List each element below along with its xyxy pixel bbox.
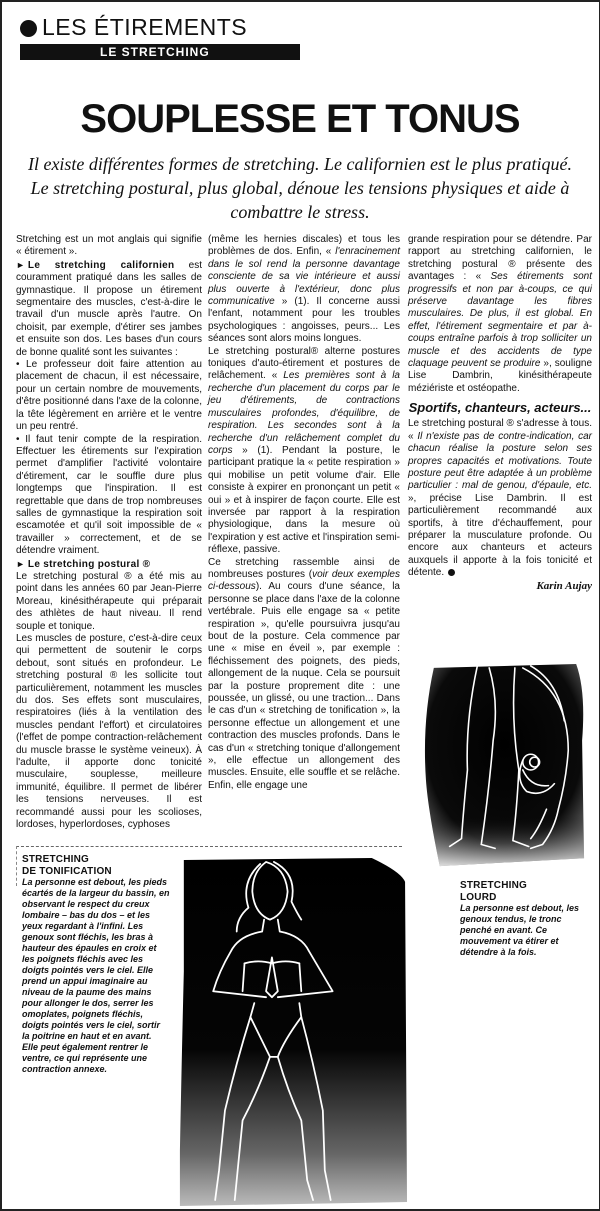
article-column-1 bbox=[16, 234, 202, 832]
paragraph bbox=[208, 234, 400, 346]
bullet-item: • Il faut tenir compte de la respiration. Effectuer les étirements sur l'expiration permet d'amplifier l'activité volontaire d'étirement, car le souffle dure plus longtemps que l'inspiration. Il est regrettable que dans de trop nombreuses salles de gymnastique la respiration soit escamotée et qu'il soit impossible de « travailler » correctement, et de se détendre vraiment. bbox=[16, 433, 202, 557]
section-rubric bbox=[20, 12, 300, 60]
paragraph-text: est couramment pratiqué dans les salles de gymnastique. Il propose un étirement segmentaire des muscles, c'est-à-dire le travail d'un muscle après l'autre. On choisit, par exemple, d'étirer ses jambes et ensuite son dos. Les bases d'un cours de bonne qualité sont les suivantes : bbox=[16, 259, 202, 358]
paragraph bbox=[16, 259, 202, 359]
caption-stretching-lourd bbox=[460, 880, 592, 958]
paragraph bbox=[208, 557, 400, 793]
ink-fade bbox=[425, 664, 584, 866]
paragraph bbox=[408, 234, 592, 395]
ink-background bbox=[180, 858, 407, 1206]
text: Ce stretching rassemble ainsi de nombreuses postures ( bbox=[208, 556, 400, 580]
caption-body: La personne est debout, les pieds écartés de la largeur du bassin, en observant le respect du creux lombaire – bas du dos – et les yeux regardant à l'infini. Les genoux sont fléchis, les bras à hauteur des épaules en croix et les poignets fléchis avec les doigts pointés vers le ciel. Elle prend un appui imaginaire au niveau de la paume des mains pour allonger le dos, serrer les omoplates, poignets fléchis, doigts pointés vers le ciel, sortir la poitrine en haut et en avant. Elle peut également rentrer le ventre, ce qui représente une contraction annexe. bbox=[22, 877, 170, 1074]
paragraph bbox=[208, 346, 400, 557]
text: ). Au cours d'une séance, la personne se place dans l'axe de la colonne vertébrale. Puis elle engage sa « petite respiration », qu'elle poursuivra jusqu'au bout de la posture. Cela commence par une « mise en éveil », par exemple : fléchissement des poignets, des pieds, allongement de la nuque. Cela se poursuit par la posture proprement dite : une poussée, un glissé, ou une traction... Dans le cas d'un « stretching de tonification », la personne effectue un allongement et une contraction des muscles profonds. Dans le cas d'un « stretching tonique d'allongement », elle effectue un allongement des muscles. Ensuite, elle souffle et se relâche. Enfin, elle engage une bbox=[208, 581, 400, 791]
paragraph bbox=[408, 418, 592, 579]
caption-title: STRETCHING bbox=[460, 880, 527, 891]
quote: Ses étirements sont progressifs et non par à-coups, ce qui préserve davantage les fibres musculaires. De plus, il est global. En effet, l'étirement segmentaire et par à-coups entraîne parfois à trop solliciter un muscle et des accidents de type claquage peuvent se produire bbox=[408, 271, 593, 370]
arrow-right-icon: ► bbox=[16, 259, 25, 270]
text: » (1). Pendant la posture, le participant pratique la « petite respiration » qui mobilise un petit volume d'air. Elle consiste à expirer en prononçant un petit « oui » et à inspirer de façon courte. Elle est inversée par rapport à la respiration physiologique, dans la mesure où l'expiration y est active et l'inspiration semi-réflexe, passive. bbox=[208, 444, 400, 556]
section-lead-in: Le stretching californien bbox=[27, 259, 175, 271]
caption-body: La personne est debout, les genoux tendus, le tronc penché en avant. Ce mouvement va étirer et détendre à la fois. bbox=[460, 903, 580, 957]
illustration-stretching-tonification bbox=[176, 852, 408, 1206]
section-heading bbox=[16, 558, 202, 571]
text: (même les hernies discales) et tous les problèmes de dos. Enfin, « bbox=[208, 234, 400, 258]
caption-stretching-tonification bbox=[22, 854, 170, 1075]
quote: Les premières sont à la recherche d'un placement du corps par le jeu d'étirements, de contractions musculaires profondes, d'équilibre, de respiration. Les secondes sont à la recherche d'un relâchement complet du corps bbox=[208, 370, 400, 456]
text: grande respiration pour se détendre. Par rapport au stretching californien, le stretching postural ® présente des avantages : « bbox=[408, 234, 592, 283]
illustration-stretching-lourd bbox=[420, 662, 590, 870]
text: » (1). Il concerne aussi l'enfant, notamment pour les troubles psychologiques : angoisses, peurs... Les séances sont alors moins longues. bbox=[208, 296, 400, 345]
bullet-item: • Le professeur doit faire attention au placement de chacun, il est nécessaire, pour un certain nombre de mouvements, d'être positionné dans l'axe de la colonne, la tête légèrement en arrière et le ventre un peu rentré. bbox=[16, 359, 202, 433]
rubric-title: LES ÉTIREMENTS bbox=[42, 13, 248, 40]
arrow-right-icon: ► bbox=[16, 558, 25, 569]
bullet-dot-icon bbox=[20, 20, 37, 37]
paragraph: Les muscles de posture, c'est-à-dire ceux qui permettent de soutenir le corps debout, sont situés en profondeur. Le stretching postural ® les sollicite tout particulièrement, notamment les muscles du dos. Ses effets sont musculaires, respiratoires (liés à la ventilation des muscles pendant l'effort) et circulatoires (l'effet de pompe contraction-relâchement du muscle brasse le système veineux). À l'adulte, il apporte donc tonicité musculaire, souplesse, meilleure immunité, équilibre. Il permet de libérer les tensions nerveuses. Il est recommandé aussi pour les scolioses, lordoses, hyperlordoses, cyphoses bbox=[16, 633, 202, 831]
section-heading-text: Le stretching postural ® bbox=[27, 558, 151, 570]
text: Le stretching postural® alterne postures toniques d'auto-étirement et postures de relâchement. « bbox=[208, 345, 400, 382]
caption-title: LOURD bbox=[460, 891, 497, 903]
quote: l'enracinement dans le sol rend la personne davantage consciente de sa vie intérieure et aussi plus ouverte à l'extérieur, donc plus communicative bbox=[208, 246, 400, 308]
rubric-title-line bbox=[20, 12, 300, 42]
text: », souligne Lise Dambrin, kinésithérapeute méziériste et ostéopathe. bbox=[408, 358, 593, 394]
divider-line bbox=[16, 846, 17, 886]
text: », précise Lise Dambrin. Il est particulièrement recommandé aux sportifs, à titre d'échauffement, pour préparer la musculature profonde. Ou encore aux chanteurs et acteurs auxquels il apporte à la fois tonicité et détente. bbox=[408, 492, 592, 579]
caption-title: STRETCHING bbox=[22, 854, 89, 865]
article-column-2 bbox=[208, 234, 400, 792]
divider-line bbox=[16, 846, 402, 847]
headline: SOUPLESSE ET TONUS bbox=[80, 97, 520, 141]
quote: Il n'existe pas de contre-indication, car chacun réalise la posture selon ses propres capacités et motivations. Toute posture peut être adaptée à un problème particulier : mal de genou, d'épaule, etc. bbox=[408, 430, 592, 492]
paragraph: Le stretching postural ® a été mis au point dans les années 60 par Jean-Pierre Moreau, kinésithérapeute qui préparait des athlètes de haut niveau. Il rend souple et tonique. bbox=[16, 570, 202, 632]
end-of-article-dot-icon bbox=[448, 569, 455, 576]
author-byline: Karin Aujay bbox=[536, 579, 592, 592]
paragraph: Stretching est un mot anglais qui signifie « étirement ». bbox=[16, 234, 202, 258]
standfirst: Il existe différentes formes de stretching. Le californien est le plus pratiqué. Le stretching postural, plus global, dénoue les tensions physiques et aide à combattre le stress. bbox=[27, 154, 573, 222]
text: Le stretching postural ® s'adresse à tous. « bbox=[408, 418, 592, 442]
rubric-subtitle: LE STRETCHING bbox=[20, 44, 300, 60]
article-column-3 bbox=[408, 234, 592, 593]
cross-reference: voir deux exemples ci-dessous bbox=[208, 568, 400, 593]
caption-title: DE TONIFICATION bbox=[22, 865, 112, 877]
subheading: Sportifs, chanteurs, acteurs... bbox=[408, 400, 592, 416]
